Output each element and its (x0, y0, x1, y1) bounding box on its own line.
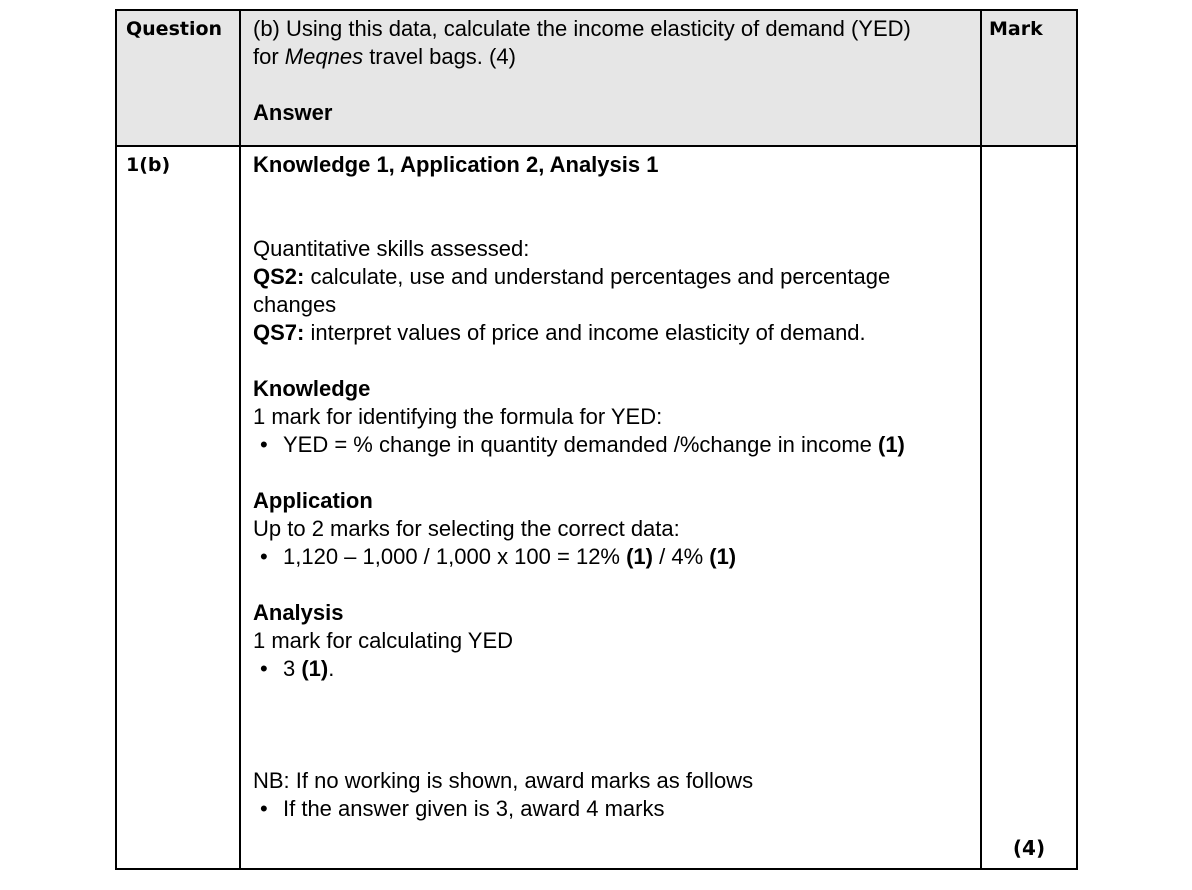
text-run: QS2: (253, 264, 305, 289)
text-run: / 4% (653, 544, 710, 569)
text-line (253, 711, 970, 739)
text-run: YED = % change in quantity demanded /%change in income (283, 432, 878, 457)
text-run: Answer (253, 100, 333, 125)
text-line (253, 207, 970, 235)
answer-cell (240, 146, 981, 869)
text-run: calculate, use and understand percentages and percentage (304, 264, 891, 289)
text-line (253, 599, 970, 627)
text-run: interpret values of price and income elasticity of demand. (304, 320, 866, 345)
bullet-icon: • (260, 544, 268, 569)
question-text-cell (240, 10, 981, 146)
text-line (253, 347, 970, 375)
text-run: Up to 2 marks for selecting the correct data: (253, 516, 680, 541)
text-line (253, 263, 970, 291)
text-run: (b) Using this data, calculate the income elasticity of demand (YED) (253, 16, 911, 41)
text-run: (1) (709, 544, 737, 569)
mark-total: (4) (1012, 836, 1046, 860)
bullet-icon: • (260, 432, 268, 457)
text-line (253, 43, 970, 71)
table-body-row (116, 146, 1077, 869)
text-run: NB: If no working is shown, award marks as follows (253, 768, 754, 793)
text-run: (1) (301, 656, 329, 681)
text-line (253, 571, 970, 599)
text-run: 3 (283, 656, 302, 681)
text-run: QS7: (253, 320, 305, 345)
text-line (253, 375, 970, 403)
text-line (253, 319, 970, 347)
text-run: Knowledge (253, 376, 371, 401)
mark-column-header: Mark (981, 10, 1077, 146)
text-line (253, 151, 970, 179)
bullet-line (253, 543, 970, 571)
mark-scheme-table (115, 9, 1078, 870)
text-line (253, 71, 970, 99)
text-line (253, 403, 970, 431)
text-run: Meqnes (284, 44, 364, 69)
text-line (253, 627, 970, 655)
text-line (253, 15, 970, 43)
mark-value-cell (981, 146, 1077, 869)
text-line (253, 235, 970, 263)
bullet-line (253, 795, 970, 823)
text-line (253, 459, 970, 487)
text-run: Knowledge 1, Application 2, Analysis 1 (253, 152, 659, 177)
bullet-icon: • (260, 796, 268, 821)
text-run: (1) (878, 432, 905, 457)
text-line (253, 179, 970, 207)
text-run: If the answer given is 3, award 4 marks (283, 796, 665, 821)
text-run: for (253, 44, 285, 69)
text-line (253, 683, 970, 711)
text-line (253, 739, 970, 767)
text-run: Application (253, 488, 373, 513)
text-line (253, 767, 970, 795)
question-text-lines (253, 15, 970, 127)
text-run: (1) (626, 544, 653, 569)
answer-lines (253, 151, 970, 823)
question-number-cell: 1(b) (116, 146, 240, 869)
text-line (253, 487, 970, 515)
text-line (253, 291, 970, 319)
text-run: Analysis (253, 600, 344, 625)
bullet-line (253, 431, 970, 459)
bullet-line (253, 655, 970, 683)
text-run: 1 mark for identifying the formula for YED: (253, 404, 663, 429)
text-run: changes (253, 292, 337, 317)
text-line (253, 515, 970, 543)
text-run: Quantitative skills assessed: (253, 236, 530, 261)
text-run: travel bags. (4) (363, 44, 516, 69)
table-header-row (116, 10, 1077, 146)
text-line (253, 99, 970, 127)
text-run: 1,120 – 1,000 / 1,000 x 100 = 12% (283, 544, 627, 569)
bullet-icon: • (260, 656, 268, 681)
text-run: . (328, 656, 335, 681)
question-column-header: Question (116, 10, 240, 146)
text-run: 1 mark for calculating YED (253, 628, 514, 653)
